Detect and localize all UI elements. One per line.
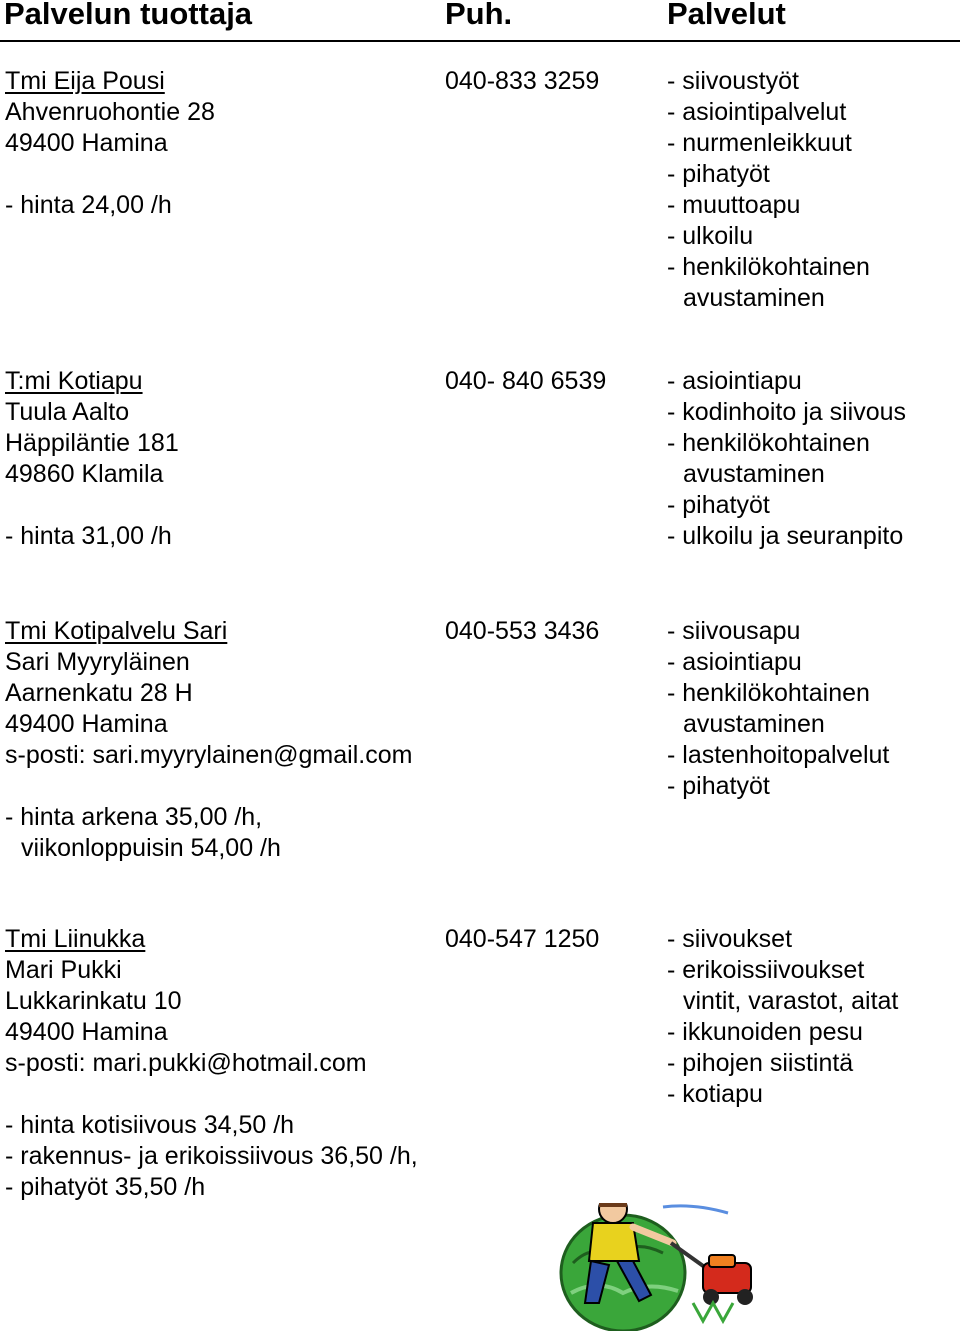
provider-info: [5, 924, 445, 1203]
phone-number: 040-547 1250: [445, 925, 600, 953]
address-line: 49400 Hamina: [5, 710, 168, 738]
email-line: s-posti: mari.pukki@hotmail.com: [5, 1049, 367, 1077]
phone-number: 040-553 3436: [445, 617, 600, 645]
service-item: - ulkoilu: [667, 222, 754, 250]
service-item: - asiointiapu: [667, 648, 802, 676]
service-item: - pihatyöt: [667, 772, 770, 800]
provider-info: [5, 66, 445, 221]
service-item: - kodinhoito ja siivous: [667, 398, 907, 426]
service-item: vintit, varastot, aitat: [683, 987, 899, 1015]
address-line: Sari Myyryläinen: [5, 648, 190, 676]
provider-name: Tmi Kotipalvelu Sari: [5, 617, 228, 645]
phone-number: 040-833 3259: [445, 67, 600, 95]
price-line: viikonloppuisin 54,00 /h: [21, 834, 281, 862]
address-line: 49400 Hamina: [5, 1018, 168, 1046]
address-line: Lukkarinkatu 10: [5, 987, 182, 1015]
address-line: Ahvenruohontie 28: [5, 98, 215, 126]
service-item: - siivoukset: [667, 925, 793, 953]
service-item: - lastenhoitopalvelut: [667, 741, 890, 769]
header-phone: Puh.: [445, 0, 513, 31]
provider-name: Tmi Eija Pousi: [5, 67, 165, 95]
provider-name: T:mi Kotiapu: [5, 367, 143, 395]
service-item: - asiointiapu: [667, 367, 802, 395]
service-item: - nurmenleikkuut: [667, 129, 852, 157]
address-line: Aarnenkatu 28 H: [5, 679, 193, 707]
service-item: - siivoustyöt: [667, 67, 799, 95]
address-line: 49860 Klamila: [5, 460, 164, 488]
service-item: - pihojen siistintä: [667, 1049, 854, 1077]
price-line: - hinta 24,00 /h: [5, 191, 172, 219]
service-item: avustaminen: [683, 460, 825, 488]
services-list: [667, 924, 960, 1110]
price-line: - rakennus- ja erikoissiivous 36,50 /h,: [5, 1142, 418, 1170]
service-item: - henkilökohtainen: [667, 253, 870, 281]
price-line: - hinta kotisiivous 34,50 /h: [5, 1111, 295, 1139]
address-line: Tuula Aalto: [5, 398, 130, 426]
service-item: - ulkoilu ja seuranpito: [667, 522, 904, 550]
service-item: - kotiapu: [667, 1080, 763, 1108]
price-line: - hinta arkena 35,00 /h,: [5, 803, 263, 831]
services-list: [667, 616, 960, 802]
address-line: 49400 Hamina: [5, 129, 168, 157]
address-line: Häppiläntie 181: [5, 429, 179, 457]
service-item: - asiointipalvelut: [667, 98, 847, 126]
service-item: - muuttoapu: [667, 191, 801, 219]
service-item: - erikoissiivoukset: [667, 956, 865, 984]
service-item: - pihatyöt: [667, 491, 770, 519]
service-item: - henkilökohtainen: [667, 429, 870, 457]
provider-info: [5, 366, 445, 552]
price-line: - pihatyöt 35,50 /h: [5, 1173, 206, 1201]
header-provider: Palvelun tuottaja: [4, 0, 253, 31]
service-item: avustaminen: [683, 284, 825, 312]
email-line: s-posti: sari.myyrylainen@gmail.com: [5, 741, 413, 769]
services-list: [667, 66, 960, 314]
lawn-mowing-clipart-icon: [553, 1203, 778, 1331]
price-line: - hinta 31,00 /h: [5, 522, 172, 550]
service-item: - siivousapu: [667, 617, 801, 645]
phone-number: 040- 840 6539: [445, 367, 607, 395]
service-item: - pihatyöt: [667, 160, 770, 188]
service-item: - henkilökohtainen: [667, 679, 870, 707]
provider-name: Tmi Liinukka: [5, 925, 146, 953]
provider-info: [5, 616, 445, 864]
table-header: [0, 0, 960, 42]
header-services: Palvelut: [667, 0, 786, 31]
service-item: avustaminen: [683, 710, 825, 738]
service-item: - ikkunoiden pesu: [667, 1018, 863, 1046]
address-line: Mari Pukki: [5, 956, 122, 984]
services-list: [667, 366, 960, 552]
